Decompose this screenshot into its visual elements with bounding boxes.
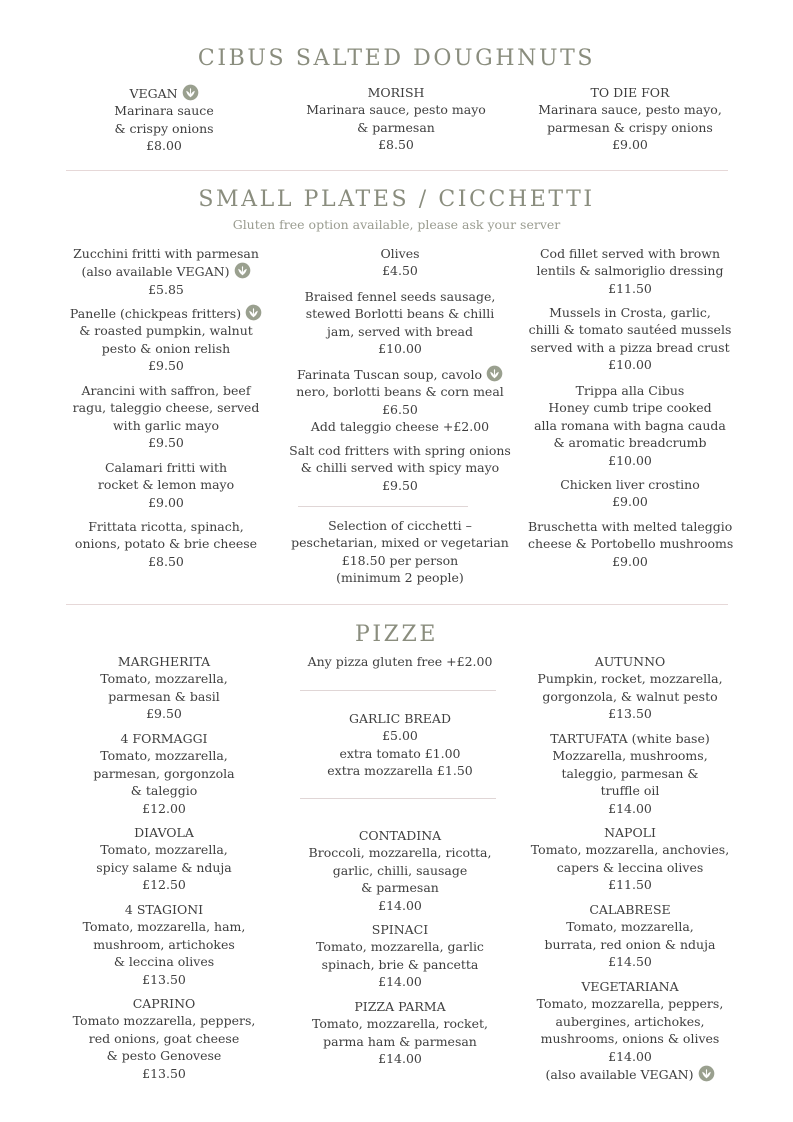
item-price: £9.50 — [148, 358, 184, 374]
item-desc: Tomato, mozzarella, rocket, — [312, 1016, 488, 1032]
item-price: £4.50 — [382, 263, 418, 279]
item-desc: aubergines, artichokes, — [555, 1013, 705, 1029]
menu-item — [526, 824, 734, 894]
section-divider — [66, 170, 728, 171]
item-name: NAPOLI — [604, 825, 656, 840]
item-extra: Add taleggio cheese +£2.00 — [310, 419, 490, 435]
menu-item — [526, 978, 734, 1083]
item-desc: Calamari fritti with — [104, 460, 228, 475]
item-name: AUTUNNO — [594, 654, 666, 669]
item-desc: Marinara sauce, pesto mayo — [306, 102, 486, 118]
item-desc: cheese & Portobello mushrooms — [528, 536, 734, 552]
item-name: 4 STAGIONI — [124, 902, 204, 917]
item-desc: Any pizza gluten free +£2.00 — [307, 654, 493, 669]
item-desc: Chicken liver crostino — [560, 477, 700, 492]
item-price: £9.50 — [148, 435, 184, 451]
item-desc: Selection of cicchetti – — [328, 518, 472, 533]
item-desc: Trippa alla Cibus — [575, 383, 685, 398]
item-desc: Braised fennel seeds sausage, — [304, 289, 496, 304]
item-desc: capers & leccina olives — [556, 859, 704, 875]
item-desc: chilli & tomato sautéed mussels — [528, 322, 732, 338]
item-desc: parma ham & parmesan — [323, 1033, 477, 1049]
item-name: VEGAN — [129, 86, 178, 101]
item-name: MORISH — [367, 85, 425, 100]
item-name: DIAVOLA — [134, 825, 194, 840]
section-title-pizze: PIZZE — [354, 622, 439, 647]
item-price: £9.50 — [382, 477, 418, 493]
item-price: £14.50 — [608, 954, 652, 970]
item-price: £10.00 — [378, 341, 422, 357]
menu-item — [285, 288, 515, 358]
item-price: £9.00 — [612, 553, 648, 569]
menu-item — [526, 653, 734, 723]
item-desc: ragu, taleggio cheese, served — [72, 400, 260, 416]
item-desc: onions, potato & brie cheese — [74, 536, 258, 552]
item-desc: Mussels in Crosta, garlic, — [549, 305, 711, 320]
item-desc: extra mozzarella £1.50 — [327, 763, 473, 779]
menu-item — [285, 921, 515, 991]
menu-item — [526, 901, 734, 971]
item-desc: mushroom, artichokes — [93, 936, 235, 952]
menu-item — [60, 518, 272, 570]
menu-item — [528, 518, 732, 570]
item-desc: alla romana with bagna cauda — [534, 417, 726, 433]
item-desc: spinach, brie & pancetta — [321, 956, 479, 972]
menu-item — [526, 730, 734, 817]
item-desc: Arancini with saffron, beef — [81, 383, 251, 398]
item-price: £14.00 — [378, 897, 422, 913]
item-desc: & roasted pumpkin, walnut — [79, 323, 253, 339]
menu-item — [296, 84, 496, 154]
item-desc: Farinata Tuscan soup, cavolo — [297, 367, 482, 382]
menu-item — [285, 245, 515, 280]
item-desc: with garlic mayo — [112, 417, 220, 433]
item-desc: Bruschetta with melted taleggio — [528, 519, 733, 534]
item-name: TARTUFATA (white base) — [550, 731, 710, 746]
item-name: CAPRINO — [132, 996, 196, 1011]
section-divider — [66, 604, 728, 605]
item-price: £13.50 — [608, 706, 652, 722]
item-desc: (minimum 2 people) — [336, 570, 464, 586]
item-desc: & pesto Genovese — [106, 1048, 222, 1064]
item-name: GARLIC BREAD — [349, 711, 451, 726]
item-price: £8.50 — [378, 137, 414, 153]
item-desc: (also available VEGAN) — [81, 264, 230, 280]
item-desc: Tomato, mozzarella, garlic — [316, 939, 484, 955]
vegan-leaf-icon — [234, 262, 251, 279]
item-desc: taleggio, parmesan & — [561, 765, 699, 781]
menu-item — [285, 517, 515, 587]
menu-item — [528, 304, 732, 374]
item-desc: pesto & onion relish — [101, 340, 231, 356]
item-price: £14.00 — [378, 1051, 422, 1067]
menu-item — [60, 824, 268, 894]
item-name: SPINACI — [371, 922, 429, 937]
item-desc: Olives — [380, 246, 420, 261]
vegan-leaf-icon — [486, 365, 503, 382]
item-desc: Marinara sauce, pesto mayo, — [538, 102, 722, 118]
item-price: £12.50 — [142, 877, 186, 893]
menu-item — [528, 245, 732, 297]
menu-item — [60, 901, 268, 988]
item-desc: spicy salame & nduja — [96, 859, 232, 875]
item-desc: Panelle (chickpeas fritters) — [69, 306, 242, 321]
item-desc: mushrooms, onions & olives — [540, 1031, 720, 1047]
item-desc: Pumpkin, rocket, mozzarella, — [537, 671, 723, 687]
item-desc: Mozzarella, mushrooms, — [552, 748, 708, 764]
item-name: VEGETARIANA — [581, 979, 679, 994]
item-desc: Tomato, mozzarella, — [100, 671, 228, 687]
item-price: £18.50 per person — [341, 552, 459, 568]
item-price: £9.50 — [146, 706, 182, 722]
vegan-leaf-icon — [182, 84, 199, 101]
item-desc: parmesan, gorgonzola — [93, 765, 235, 781]
item-price: £6.50 — [382, 401, 418, 417]
item-desc: & aromatic breadcrumb — [553, 435, 707, 451]
vegan-leaf-icon — [245, 304, 262, 321]
item-desc: red onions, goat cheese — [88, 1030, 240, 1046]
item-desc: jam, served with bread — [327, 323, 473, 339]
item-desc: Tomato, mozzarella, anchovies, — [530, 842, 730, 858]
item-name: TO DIE FOR — [590, 85, 670, 100]
item-name: CALABRESE — [589, 902, 671, 917]
item-price: £5.85 — [148, 281, 184, 297]
item-price: £11.50 — [608, 280, 652, 296]
menu-item — [528, 476, 732, 511]
item-price: £9.00 — [612, 137, 648, 153]
item-desc: peschetarian, mixed or vegetarian — [291, 535, 509, 551]
item-divider — [300, 690, 496, 691]
item-price: £10.00 — [608, 452, 652, 468]
item-desc: Tomato, mozzarella, — [566, 919, 694, 935]
item-price: £9.00 — [612, 494, 648, 510]
item-price: £14.00 — [608, 1048, 652, 1064]
menu-item — [60, 382, 272, 452]
item-divider — [298, 506, 468, 507]
item-desc: & taleggio — [130, 783, 198, 799]
item-divider — [300, 798, 496, 799]
item-desc: lentils & salmoriglio dressing — [536, 263, 724, 279]
menu-item — [60, 730, 268, 817]
item-desc: parmesan & crispy onions — [547, 119, 713, 135]
menu-item — [530, 84, 730, 154]
item-desc: nero, borlotti beans & corn meal — [296, 384, 504, 400]
item-desc: & chilli served with spicy mayo — [300, 460, 500, 476]
item-price: £5.00 — [382, 728, 418, 744]
menu-item — [285, 710, 515, 780]
item-desc: Tomato mozzarella, peppers, — [72, 1013, 256, 1029]
menu-item — [60, 459, 272, 511]
item-desc: burrata, red onion & nduja — [544, 936, 716, 952]
item-desc: Cod fillet served with brown — [539, 246, 720, 261]
item-price: £12.00 — [142, 800, 186, 816]
item-desc: Tomato, mozzarella, — [100, 748, 228, 764]
menu-item — [60, 995, 268, 1082]
item-desc: extra tomato £1.00 — [339, 745, 461, 761]
item-desc: rocket & lemon mayo — [97, 477, 235, 493]
menu-item — [64, 84, 264, 155]
item-desc: Tomato, mozzarella, peppers, — [536, 996, 724, 1012]
item-price: £8.50 — [148, 553, 184, 569]
item-desc: & parmesan — [357, 119, 435, 135]
item-price: £14.00 — [378, 974, 422, 990]
menu-item — [60, 653, 268, 723]
item-price: £10.00 — [608, 357, 652, 373]
menu-item — [285, 442, 515, 494]
item-desc: truffle oil — [600, 783, 660, 799]
item-price: £14.00 — [608, 800, 652, 816]
vegan-leaf-icon — [698, 1065, 715, 1082]
item-desc: Frittata ricotta, spinach, — [88, 519, 244, 534]
section-title-small-plates: SMALL PLATES / CICCHETTI — [198, 187, 595, 212]
item-desc: Salt cod fritters with spring onions — [289, 443, 511, 458]
menu-item — [285, 998, 515, 1068]
item-desc: garlic, chilli, sausage — [332, 862, 468, 878]
item-desc: Tomato, mozzarella, ham, — [82, 919, 246, 935]
menu-item — [285, 653, 515, 670]
item-desc: stewed Borlotti beans & chilli — [305, 306, 495, 322]
item-desc: & leccina olives — [113, 954, 215, 970]
menu-item — [285, 827, 515, 914]
item-name: PIZZA PARMA — [354, 999, 446, 1014]
item-price: £9.00 — [148, 494, 184, 510]
item-desc: Honey cumb tripe cooked — [548, 400, 712, 416]
item-name: MARGHERITA — [117, 654, 211, 669]
menu-item — [60, 304, 272, 375]
item-desc: Tomato, mozzarella, — [100, 842, 228, 858]
item-desc: parmesan & basil — [108, 688, 220, 704]
item-desc: & parmesan — [361, 880, 439, 896]
item-name: 4 FORMAGGI — [120, 731, 208, 746]
item-desc: gorgonzola, & walnut pesto — [542, 688, 718, 704]
item-desc: served with a pizza bread crust — [530, 339, 730, 355]
section-subtitle: Gluten free option available, please ask your server — [232, 217, 561, 232]
item-price: £11.50 — [608, 877, 652, 893]
menu-item — [285, 365, 515, 436]
item-desc: & crispy onions — [114, 120, 214, 136]
item-price: £13.50 — [142, 1065, 186, 1081]
item-name: CONTADINA — [358, 828, 442, 843]
item-price: £8.00 — [146, 138, 182, 154]
section-title-doughnuts: CIBUS SALTED DOUGHNUTS — [197, 46, 596, 71]
item-desc: (also available VEGAN) — [545, 1067, 694, 1083]
item-desc: Zucchini fritti with parmesan — [73, 246, 259, 261]
menu-item — [60, 245, 272, 298]
item-price: £13.50 — [142, 971, 186, 987]
menu-item — [528, 382, 732, 469]
item-desc: Broccoli, mozzarella, ricotta, — [308, 845, 492, 861]
item-desc: Marinara sauce — [114, 103, 214, 119]
